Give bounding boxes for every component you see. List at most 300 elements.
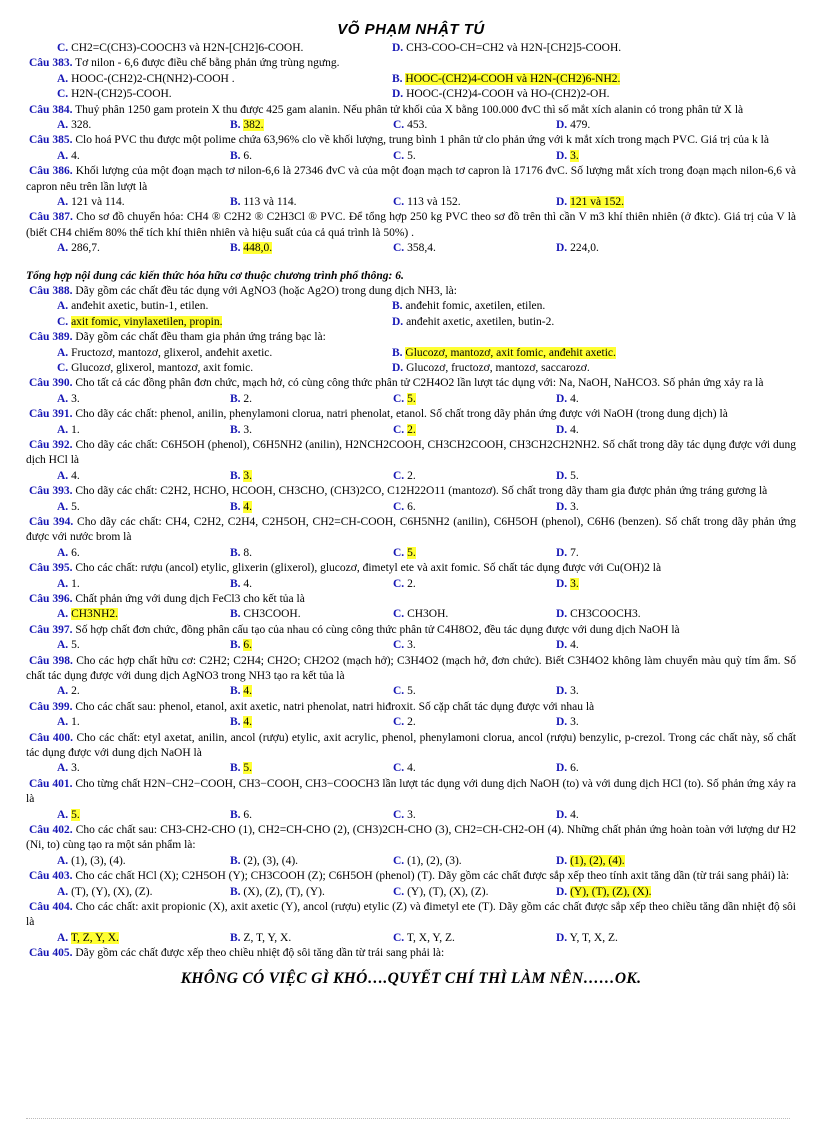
option-letter: A.: [57, 118, 69, 131]
option-text: (X), (Z), (T), (Y).: [243, 885, 325, 898]
answer-options: [26, 546, 796, 561]
option-letter: B.: [230, 118, 241, 131]
answer-options: [26, 149, 796, 164]
option-text: 2.: [407, 469, 416, 482]
answer-option: [556, 577, 719, 592]
option-text: 8.: [243, 546, 253, 559]
option-letter: C.: [393, 639, 405, 652]
option-letter: D.: [556, 685, 568, 698]
highlighted-answer: (1), (2), (4).: [570, 854, 625, 867]
option-letter: B.: [392, 346, 403, 359]
option-text: (1), (3), (4).: [71, 854, 126, 867]
option-letter: B.: [230, 423, 241, 436]
answer-options: [26, 299, 796, 314]
answer-option: [556, 638, 719, 653]
question-stem: [26, 164, 796, 195]
answer-option: [230, 761, 393, 776]
answer-option: [556, 885, 719, 900]
option-text: 5.: [570, 469, 579, 482]
option-letter: B.: [230, 808, 241, 821]
answer-option: [393, 931, 556, 946]
answer-option: [393, 577, 556, 592]
highlighted-answer: 6.: [243, 639, 253, 652]
question-stem: [26, 869, 796, 884]
question-text: Tơ nilon - 6,6 được điều chế bằng phản ứng trùng ngưng.: [75, 57, 340, 70]
option-letter: B.: [230, 639, 241, 652]
answer-option: [57, 469, 230, 484]
answer-option: [57, 346, 392, 361]
answer-option: [556, 931, 719, 946]
option-letter: D.: [392, 88, 404, 101]
option-letter: A.: [57, 546, 69, 559]
highlighted-answer: Glucozơ, mantozơ, axit fomic, anđehit axetic.: [405, 346, 616, 359]
option-text: 2.: [407, 577, 416, 590]
answer-option: [57, 885, 230, 900]
highlighted-answer: 4.: [243, 716, 253, 729]
question-number: Câu 392.: [29, 438, 73, 451]
option-text: Fructozơ, mantozơ, glixerol, anđehit axetic.: [71, 346, 273, 359]
option-letter: A.: [57, 300, 69, 313]
question-number: Câu 395.: [29, 562, 73, 575]
option-letter: B.: [230, 577, 241, 590]
answer-option: [393, 469, 556, 484]
option-letter: B.: [230, 762, 241, 775]
option-letter: C.: [57, 315, 69, 328]
option-letter: C.: [393, 118, 405, 131]
question-text: Cho các chất: rượu (ancol) etylic, glixerin (glixerol), glucozơ, đimetyl ete và axit fomic. Số chất tác dụng được với Cu(OH)2 là: [75, 562, 662, 575]
question-number: Câu 383.: [29, 57, 73, 70]
option-text: 4.: [407, 762, 416, 775]
option-letter: D.: [556, 577, 568, 590]
answer-option: [393, 684, 556, 699]
option-text: 5.: [407, 685, 416, 698]
answer-options: [26, 931, 796, 946]
answer-option: [393, 808, 556, 823]
question-text: Cho tất cả các đồng phân đơn chức, mạch hở, có cùng công thức phân tử C2H4O2 lần lượt tác dụng với: Na, NaOH, NaHCO3. Số phản ứng xảy ra là: [75, 377, 764, 390]
answer-option: [57, 118, 230, 133]
option-letter: C.: [393, 577, 405, 590]
answer-option: [392, 346, 616, 361]
option-text: 3.: [243, 423, 253, 436]
answer-option: [556, 195, 719, 210]
option-letter: B.: [230, 546, 241, 559]
option-letter: B.: [230, 608, 241, 621]
option-letter: C.: [393, 885, 405, 898]
option-text: 113 và 114.: [243, 195, 297, 208]
answer-option: [556, 392, 719, 407]
option-text: 5.: [71, 639, 80, 652]
option-letter: D.: [556, 608, 568, 621]
option-letter: C.: [393, 808, 405, 821]
option-text: 4.: [570, 423, 579, 436]
option-letter: D.: [556, 469, 568, 482]
answer-option: [57, 149, 230, 164]
option-text: 358,4.: [407, 242, 436, 255]
question-number: Câu 384.: [29, 103, 73, 116]
question-list: [26, 41, 796, 962]
answer-option: [556, 854, 719, 869]
option-text: H2N-(CH2)5-COOH.: [71, 88, 172, 101]
option-letter: D.: [556, 639, 568, 652]
option-text: 6.: [71, 546, 80, 559]
option-text: (1), (2), (3).: [407, 854, 462, 867]
highlighted-answer: 5.: [71, 808, 80, 821]
answer-option: [230, 500, 393, 515]
question-text: Thuỷ phân 1250 gam protein X thu được 425 gam alanin. Nếu phân tử khối của X bằng 100.000 đvC thì số mắt xích alanin có trong phân tử X là: [75, 103, 744, 116]
answer-option: [393, 118, 556, 133]
answer-options: [26, 87, 796, 102]
option-text: 2.: [407, 716, 416, 729]
page-footer: KHÔNG CÓ VIỆC GÌ KHÓ….QUYẾT CHÍ THÌ LÀM NÊN……OK.: [180, 969, 642, 987]
answer-options: [26, 638, 796, 653]
answer-option: [393, 854, 556, 869]
option-text: 2.: [243, 392, 253, 405]
answer-option: [57, 638, 230, 653]
question-stem: [26, 515, 796, 546]
answer-option: [57, 607, 230, 622]
answer-option: [57, 931, 230, 946]
question-number: Câu 398.: [29, 654, 73, 667]
option-letter: D.: [556, 118, 568, 131]
question-text: Cho các chất sau: phenol, etanol, axit axetic, natri phenolat, natri hiđroxit. Số cặp chất tác dụng được với nhau là: [75, 700, 595, 713]
question-number: Câu 404.: [29, 900, 73, 913]
option-letter: D.: [556, 195, 568, 208]
highlighted-answer: 5.: [243, 762, 253, 775]
answer-options: [26, 577, 796, 592]
question-number: Câu 403.: [29, 870, 73, 883]
question-text: Số hợp chất đơn chức, đồng phân cấu tạo của nhau có cùng công thức phân tử C4H8O2, đều tác dụng được với dung dịch NaOH là: [75, 623, 680, 636]
option-letter: A.: [57, 608, 69, 621]
option-text: 3.: [407, 808, 416, 821]
option-letter: C.: [393, 500, 405, 513]
option-letter: A.: [57, 716, 69, 729]
answer-option: [230, 392, 393, 407]
option-text: (2), (3), (4).: [243, 854, 299, 867]
answer-options: [26, 607, 796, 622]
option-text: 6.: [243, 808, 253, 821]
answer-option: [230, 546, 393, 561]
option-text: 3.: [407, 639, 416, 652]
question-number: Câu 385.: [29, 134, 73, 147]
answer-option: [57, 546, 230, 561]
question-number: Câu 396.: [29, 592, 73, 605]
question-stem: [26, 731, 796, 762]
option-letter: D.: [556, 149, 568, 162]
answer-option: [57, 715, 230, 730]
question-stem: [26, 407, 796, 422]
option-text: 286,7.: [71, 242, 100, 255]
option-letter: C.: [57, 361, 69, 374]
option-letter: D.: [392, 361, 404, 374]
answer-option: [392, 72, 620, 87]
option-text: Glucozơ, glixerol, mantozơ, axit fomic.: [71, 361, 254, 374]
answer-options: [26, 41, 796, 56]
section-heading: Tổng hợp nội dung các kiến thức hóa hữu cơ thuộc chương trình phổ thông: 6.: [26, 269, 404, 282]
answer-option: [230, 149, 393, 164]
option-text: 121 và 114.: [71, 195, 125, 208]
answer-option: [556, 241, 719, 256]
option-letter: C.: [393, 149, 405, 162]
answer-option: [57, 423, 230, 438]
question-text: Cho các chất: axit propionic (X), axit axetic (Y), ancol (rượu) etylic (Z) và đimetyl ete (T). Dãy gồm các chất được sắp xếp theo chiều tăng dần nhiệt độ sôi là: [26, 900, 797, 929]
highlighted-answer: HOOC-(CH2)4-COOH và H2N-(CH2)6-NH2.: [405, 72, 621, 85]
option-letter: C.: [57, 88, 69, 101]
option-letter: B.: [230, 685, 241, 698]
answer-option: [392, 41, 621, 56]
answer-option: [57, 500, 230, 515]
option-text: 4.: [71, 149, 80, 162]
question-number: Câu 389.: [29, 331, 73, 344]
option-letter: B.: [230, 500, 241, 513]
option-letter: D.: [556, 242, 568, 255]
option-letter: D.: [556, 885, 568, 898]
question-number: Câu 405.: [29, 947, 73, 960]
answer-options: [26, 361, 796, 376]
answer-option: [392, 361, 590, 376]
answer-option: [230, 241, 393, 256]
option-letter: D.: [556, 854, 568, 867]
option-text: CH2=C(CH3)-COOCH3 và H2N-[CH2]6-COOH.: [71, 42, 304, 54]
answer-option: [392, 315, 554, 330]
option-letter: A.: [57, 346, 69, 359]
highlighted-answer: 2.: [407, 423, 416, 436]
option-letter: D.: [556, 808, 568, 821]
answer-option: [230, 195, 393, 210]
answer-option: [57, 241, 230, 256]
answer-options: [26, 392, 796, 407]
option-letter: D.: [556, 931, 568, 944]
answer-option: [556, 808, 719, 823]
highlighted-answer: axit fomic, vinylaxetilen, propin.: [71, 315, 223, 328]
answer-options: [26, 885, 796, 900]
question-stem: [26, 103, 796, 118]
highlighted-answer: (Y), (T), (Z), (X).: [570, 885, 652, 898]
answer-option: [230, 885, 393, 900]
option-letter: B.: [230, 242, 241, 255]
question-stem: [26, 284, 796, 299]
answer-option: [556, 423, 719, 438]
option-letter: C.: [393, 195, 405, 208]
question-text: Dãy gồm các chất được xếp theo chiều nhiệt độ sôi tăng dần từ trái sang phải là:: [75, 947, 445, 960]
question-stem: [26, 623, 796, 638]
question-stem: [26, 56, 796, 71]
option-letter: C.: [393, 546, 405, 559]
answer-option: [556, 715, 719, 730]
answer-option: [393, 638, 556, 653]
answer-option: [230, 469, 393, 484]
question-stem: [26, 561, 796, 576]
option-text: anđehit axetic, butin-1, etilen.: [71, 300, 209, 313]
option-text: 6.: [570, 762, 579, 775]
question-stem: [26, 777, 796, 808]
highlighted-answer: 382.: [243, 118, 264, 131]
option-letter: C.: [57, 42, 69, 54]
question-stem: [26, 823, 796, 854]
option-letter: D.: [556, 762, 568, 775]
option-text: CH3OH.: [407, 608, 449, 621]
option-text: CH3COOCH3.: [570, 608, 641, 621]
option-text: 4.: [570, 808, 579, 821]
answer-options: [26, 346, 796, 361]
answer-option: [230, 423, 393, 438]
option-text: 1.: [71, 577, 80, 590]
option-text: 4.: [71, 469, 80, 482]
answer-option: [556, 469, 719, 484]
option-letter: A.: [57, 500, 69, 513]
answer-option: [556, 607, 719, 622]
answer-option: [230, 808, 393, 823]
option-letter: A.: [57, 469, 69, 482]
question-stem: [26, 654, 796, 685]
highlighted-answer: T, Z, Y, X.: [70, 931, 119, 944]
option-letter: C.: [393, 608, 405, 621]
answer-option: [556, 149, 719, 164]
question-stem: [26, 700, 796, 715]
option-letter: B.: [230, 469, 241, 482]
highlighted-answer: 121 và 152.: [570, 195, 625, 208]
answer-option: [230, 577, 393, 592]
option-letter: A.: [57, 639, 69, 652]
option-letter: D.: [556, 546, 568, 559]
option-letter: A.: [57, 577, 69, 590]
answer-option: [230, 715, 393, 730]
highlighted-answer: 448,0.: [243, 242, 273, 255]
highlighted-answer: 3.: [570, 577, 579, 590]
option-text: 1.: [71, 716, 80, 729]
option-letter: B.: [230, 854, 241, 867]
option-text: 479.: [570, 118, 591, 131]
answer-option: [393, 149, 556, 164]
option-text: 6.: [243, 149, 253, 162]
question-number: Câu 400.: [29, 731, 74, 744]
question-number: Câu 391.: [29, 408, 73, 421]
highlighted-answer: 3.: [570, 149, 579, 162]
answer-option: [393, 195, 556, 210]
answer-option: [393, 500, 556, 515]
option-letter: C.: [393, 854, 405, 867]
question-number: Câu 397.: [29, 623, 73, 636]
option-text: 1.: [71, 423, 80, 436]
answer-option: [230, 118, 393, 133]
answer-option: [230, 931, 393, 946]
answer-option: [556, 500, 719, 515]
answer-option: [556, 684, 719, 699]
option-letter: B.: [392, 72, 403, 85]
option-text: anđehit fomic, axetilen, etilen.: [405, 300, 546, 313]
option-letter: B.: [392, 300, 403, 313]
question-text: Cho từng chất H2N−CH2−COOH, CH3−COOH, CH3−COOCH3 lần lượt tác dụng với dung dịch NaOH (to) và với dung dịch HCl (to). Số phản ứng xảy ra là: [26, 777, 796, 806]
answer-option: [392, 299, 545, 314]
highlighted-answer: CH3NH2.: [71, 608, 119, 621]
answer-option: [393, 423, 556, 438]
question-stem: [26, 592, 796, 607]
highlighted-answer: 4.: [243, 500, 253, 513]
option-letter: C.: [393, 762, 405, 775]
option-letter: A.: [57, 885, 69, 898]
option-letter: A.: [57, 685, 69, 698]
option-text: 4.: [243, 577, 253, 590]
question-text: Cho dãy các chất: CH4, C2H2, C2H4, C2H5OH, CH2=CH-COOH, C6H5NH2 (anilin), C6H5OH (phenol), C6H6 (benzen). Số chất trong dãy phản ứng được với nước brom là: [26, 515, 797, 544]
highlighted-answer: 4.: [243, 685, 253, 698]
answer-options: [26, 118, 796, 133]
option-letter: C.: [393, 423, 405, 436]
question-number: Câu 402.: [29, 823, 73, 836]
question-stem: [26, 330, 796, 345]
question-stem: [26, 210, 796, 241]
option-letter: A.: [57, 72, 69, 85]
answer-option: [57, 195, 230, 210]
answer-options: [26, 684, 796, 699]
option-letter: D.: [556, 716, 568, 729]
question-stem: [26, 946, 796, 961]
option-text: (Y), (T), (X), (Z).: [407, 885, 489, 898]
document-page: [26, 0, 796, 988]
option-letter: A.: [57, 423, 69, 436]
question-stem: [26, 438, 796, 469]
question-number: Câu 387.: [29, 211, 73, 224]
question-text: Cho dãy các chất: C2H2, HCHO, HCOOH, CH3CHO, (CH3)2CO, C12H22O11 (mantozơ). Số chất trong dãy tham gia được phản ứng tráng gương là: [75, 485, 768, 498]
answer-option: [57, 299, 392, 314]
question-number: Câu 401.: [29, 777, 73, 790]
option-text: 453.: [407, 118, 428, 131]
option-text: 3.: [71, 392, 80, 405]
option-text: 7.: [570, 546, 579, 559]
option-letter: B.: [230, 392, 241, 405]
option-text: anđehit axetic, axetilen, butin-2.: [406, 315, 555, 328]
option-text: 5.: [71, 500, 80, 513]
option-letter: B.: [230, 885, 241, 898]
option-letter: C.: [393, 392, 405, 405]
option-text: 6.: [407, 500, 416, 513]
answer-option: [57, 684, 230, 699]
option-text: CH3-COO-CH=CH2 và H2N-[CH2]5-COOH.: [406, 42, 622, 54]
page-header: VÕ PHẠM NHẬT TÚ: [337, 21, 485, 38]
option-text: T, X, Y, Z.: [406, 931, 455, 944]
answer-option: [393, 607, 556, 622]
answer-option: [230, 638, 393, 653]
answer-option: [230, 854, 393, 869]
question-text: Cho các hợp chất hữu cơ: C2H2; C2H4; CH2O; CH2O2 (mạch hở); C3H4O2 (mạch hở, đơn chức). Biết C3H4O2 không làm chuyển màu quỳ tím ẩm. Số chất tác dụng được với dung dịch AgNO3 trong NH3 tạo ra kết tủa là: [26, 654, 797, 682]
answer-options: [26, 761, 796, 776]
answer-options: [26, 315, 796, 330]
highlighted-answer: 3.: [243, 469, 253, 482]
option-text: HOOC-(CH2)2-CH(NH2)-COOH .: [71, 72, 235, 85]
question-stem: [26, 484, 796, 499]
answer-option: [57, 854, 230, 869]
answer-option: [393, 392, 556, 407]
question-stem: [26, 900, 796, 931]
question-number: Câu 399.: [29, 700, 73, 713]
option-letter: A.: [57, 149, 69, 162]
option-text: HOOC-(CH2)4-COOH và HO-(CH2)2-OH.: [406, 88, 610, 101]
highlighted-answer: 5.: [407, 546, 416, 559]
option-text: 5.: [407, 149, 416, 162]
question-text: Cho sơ đồ chuyển hóa: CH4 ® C2H2 ® C2H3Cl ® PVC. Để tổng hợp 250 kg PVC theo sơ đồ trên thì cần V m3 khí thiên nhiên (ở đktc). Giá trị của V là (biết CH4 chiếm 80% thể tích khí thiên nhiên và hiệu suất của cả quá trình là 50%) .: [26, 211, 797, 239]
answer-option: [393, 885, 556, 900]
option-letter: D.: [556, 423, 568, 436]
question-number: Câu 394.: [29, 515, 74, 528]
option-letter: A.: [57, 392, 69, 405]
question-text: Khối lượng của một đoạn mạch tơ nilon-6,6 là 27346 đvC và của một đoạn mạch tơ capron là 17176 đvC. Số lượng mắt xích trong đoạn mạch nilon-6,6 và capron nêu trên lần lượt là: [26, 165, 796, 193]
answer-option: [393, 761, 556, 776]
answer-options: [26, 423, 796, 438]
option-text: Glucozơ, fructozơ, mantozơ, saccarozơ.: [406, 361, 590, 374]
option-text: 3.: [570, 500, 579, 513]
option-text: (T), (Y), (X), (Z).: [71, 885, 153, 898]
option-letter: A.: [57, 242, 69, 255]
option-letter: B.: [230, 195, 241, 208]
answer-options: [26, 195, 796, 210]
